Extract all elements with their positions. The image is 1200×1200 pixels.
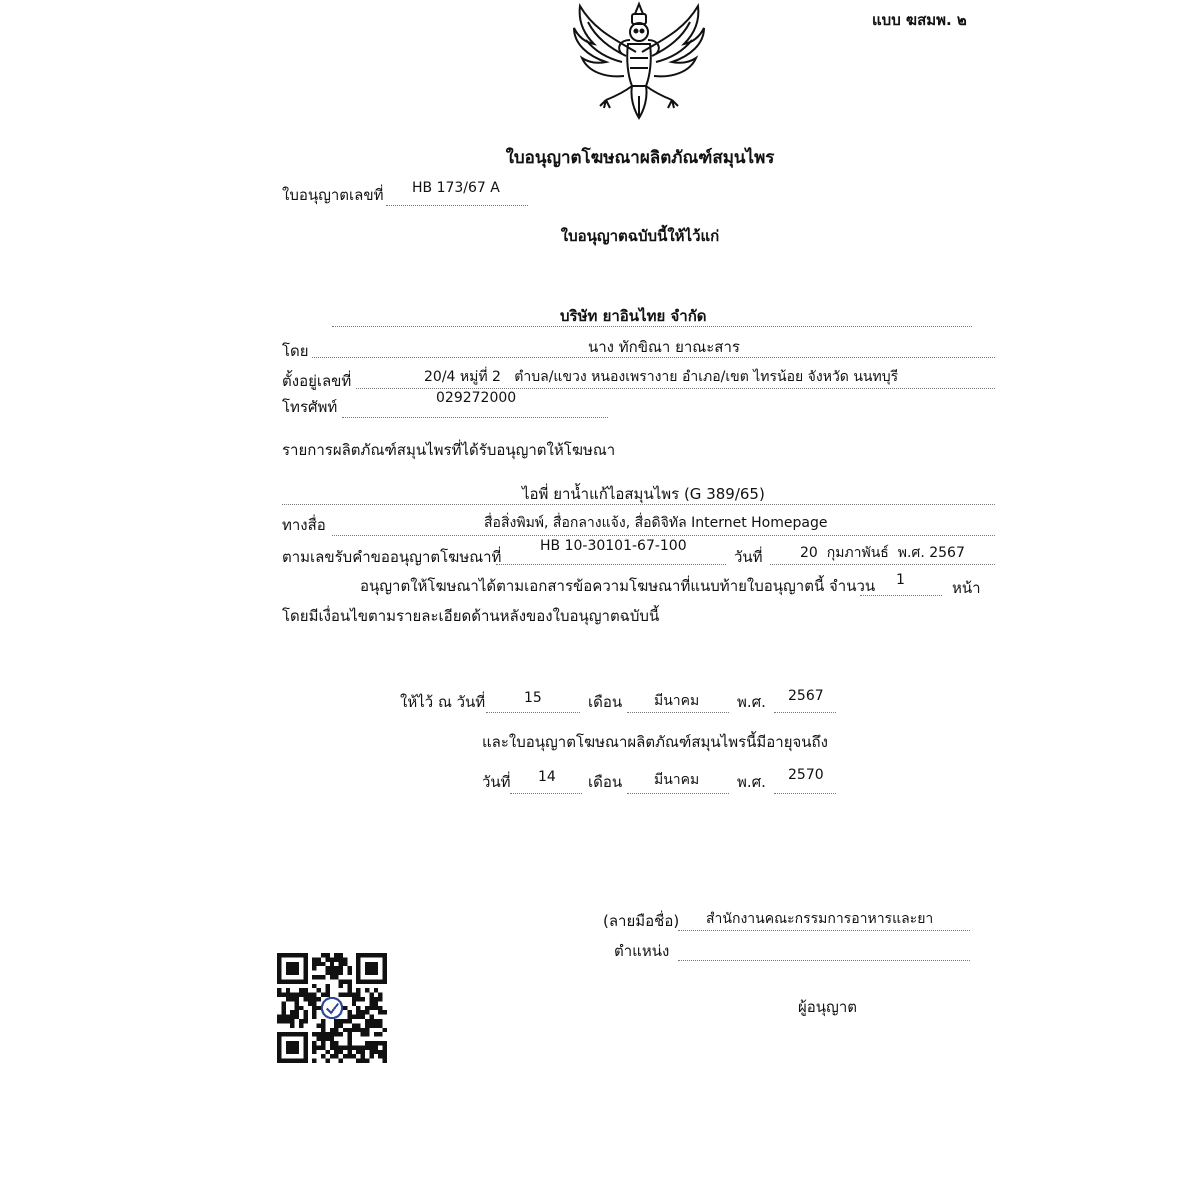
expiry-month: มีนาคม <box>654 772 700 788</box>
request-date-label: วันที่ <box>734 548 763 566</box>
verification-qr-code[interactable] <box>277 953 387 1063</box>
request-date-line <box>770 564 995 565</box>
validity-text: และใบอนุญาตโฆษณาผลิตภัณฑ์สมุนไพรนี้มีอายุจนถึง <box>482 733 828 751</box>
permission-count: 1 <box>896 572 905 588</box>
signature-line <box>678 930 970 931</box>
products-heading: รายการผลิตภัณฑ์สมุนไพรที่ได้รับอนุญาตให้โฆษณา <box>282 441 616 459</box>
company-name: บริษัท ยาอินไทย จำกัด <box>560 307 707 325</box>
issued-to-heading: ใบอนุญาตฉบับนี้ให้ไว้แก่ <box>560 227 720 245</box>
media-line <box>332 535 995 536</box>
product-name-line <box>282 504 995 505</box>
document-title: ใบอนุญาตโฆษณาผลิตภัณฑ์สมุนไพร <box>505 148 775 168</box>
signature-label: (ลายมือชื่อ) <box>603 912 680 930</box>
address-line <box>356 388 995 389</box>
expiry-month-line <box>627 793 729 794</box>
signature-value: สำนักงานคณะกรรมการอาหารและยา <box>706 911 934 927</box>
form-code: แบบ ฆสมพ. ๒ <box>872 11 967 29</box>
phone-label: โทรศัพท์ <box>282 398 338 416</box>
expiry-day-line <box>510 793 582 794</box>
permission-unit: หน้า <box>952 579 981 597</box>
issued-month: มีนาคม <box>654 693 700 709</box>
issued-year-line <box>774 712 836 713</box>
expiry-day: 14 <box>538 769 556 785</box>
expiry-year-line <box>774 793 836 794</box>
request-label: ตามเลขรับคำขออนุญาตโฆษณาที่ <box>282 548 502 566</box>
position-label: ตำแหน่ง <box>614 942 670 960</box>
expiry-month-label: เดือน <box>588 773 623 791</box>
by-label: โดย <box>282 342 309 360</box>
license-no-label: ใบอนุญาตเลขที่ <box>282 186 384 204</box>
address-value: 20/4 หมู่ที่ 2 ตำบล/แขวง หนองเพรางาย อำเภอ/เขต ไทรน้อย จังหวัด นนทบุรี <box>424 369 899 385</box>
phone-line <box>342 417 608 418</box>
expiry-year: 2570 <box>788 767 824 783</box>
media-label: ทางสื่อ <box>282 516 326 534</box>
company-name-line <box>332 326 972 327</box>
by-value: นาง ทักขิณา ยาณะสาร <box>588 338 740 356</box>
license-no-value: HB 173/67 A <box>412 180 500 196</box>
product-name: ไอพี่ ยาน้ำแก้ไอสมุนไพร (G 389/65) <box>522 485 765 503</box>
issued-day: 15 <box>524 690 542 706</box>
request-value: HB 10-30101-67-100 <box>540 538 687 554</box>
permission-count-line <box>860 595 942 596</box>
request-line <box>496 564 726 565</box>
license-no-line <box>386 205 528 206</box>
by-line <box>312 357 995 358</box>
garuda-emblem <box>566 0 712 128</box>
issued-day-line <box>486 712 580 713</box>
expiry-label: วันที่ <box>482 773 511 791</box>
issued-month-label: เดือน <box>588 693 623 711</box>
permission-text: อนุญาตให้โฆษณาได้ตามเอกสารข้อความโฆษณาที่แนบท้ายใบอนุญาตนี้ จำนวน <box>360 577 876 595</box>
issued-year: 2567 <box>788 688 824 704</box>
media-value: สื่อสิ่งพิมพ์, สื่อกลางแจ้ง, สื่อดิจิทัล Internet Homepage <box>484 515 828 531</box>
issued-year-label: พ.ศ. <box>737 693 766 711</box>
issued-label: ให้ไว้ ณ วันที่ <box>400 693 486 711</box>
request-date-value: 20 กุมภาพันธ์ พ.ศ. 2567 <box>800 545 965 561</box>
signature-role: ผู้อนุญาต <box>798 998 857 1016</box>
permission-conditions: โดยมีเงื่อนไขตามรายละเอียดด้านหลังของใบอนุญาตฉบับนี้ <box>282 607 660 625</box>
issued-month-line <box>627 712 729 713</box>
expiry-year-label: พ.ศ. <box>737 773 766 791</box>
phone-value: 029272000 <box>436 390 517 406</box>
address-label: ตั้งอยู่เลขที่ <box>282 372 352 390</box>
position-line <box>678 960 970 961</box>
